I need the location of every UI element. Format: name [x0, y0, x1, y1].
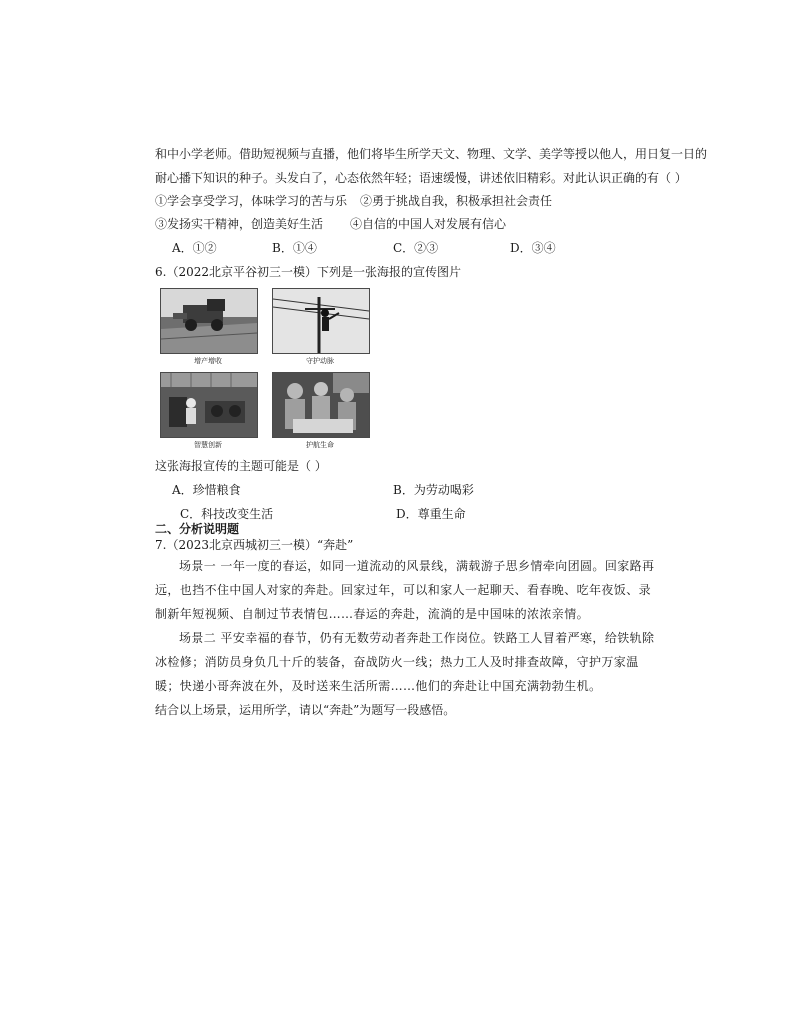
q7-prompt: 结合以上场景，运用所学，请以“奔赴”为题写一段感悟。 — [155, 703, 456, 717]
q5-option-b[interactable]: B．①④ — [272, 241, 317, 255]
q5-statement-4: ④自信的中国人对发展有信心 — [350, 217, 507, 231]
q5-statement-2: ②勇于挑战自我，积极承担社会责任 — [360, 194, 553, 208]
q5-option-d[interactable]: D．③④ — [510, 241, 556, 255]
poster-panel-medical — [272, 372, 370, 438]
q5-statement-3: ③发扬实干精神，创造美好生活 — [155, 217, 324, 231]
powerline-image-icon — [273, 289, 369, 353]
poster-caption-3: 智慧创新 — [194, 441, 222, 449]
q6-stem: 6.（2022北京平谷初三一模）下列是一张海报的宣传图片 — [155, 265, 461, 279]
q5-option-a[interactable]: A．①② — [172, 241, 217, 255]
poster-caption-1: 增产增收 — [194, 357, 222, 365]
q7-stem: 7.（2023北京西城初三一模）“奔赴” — [155, 538, 354, 552]
q7-scene-2-text: 场景二 平安幸福的春节，仍有无数劳动者奔赴工作岗位。铁路工人冒着严寒，给铁轨除冰检修；消防员身负几十斤的装备，奋战防火一线；热力工人及时排查故障，守护万家温暖；快递小哥奔波在外，及时送来生活所需……他们的奔赴让中国充满勃勃生机。 — [155, 631, 655, 693]
q5-option-c[interactable]: C．②③ — [393, 241, 439, 255]
q6-option-a[interactable]: A．珍惜粮食 — [172, 483, 241, 497]
innovation-image-icon — [161, 373, 257, 437]
q7-scene-1 — [155, 554, 655, 626]
harvest-image-icon — [161, 289, 257, 353]
poster-panel-harvest — [160, 288, 258, 354]
q5-statement-1: ①学会享受学习，体味学习的苦与乐 — [155, 194, 348, 208]
q5-text-line-1: 和中小学老师。借助短视频与直播，他们将毕生所学天文、物理、文学、美学等授以他人，用日复一日的 — [155, 147, 708, 161]
medical-image-icon — [273, 373, 369, 437]
poster-caption-2: 守护动脉 — [306, 357, 334, 365]
q6-option-b[interactable]: B．为劳动喝彩 — [393, 483, 474, 497]
q7-scene-2 — [155, 626, 655, 698]
q7-scene-1-text: 场景一 一年一度的春运，如同一道流动的风景线，满载游子思乡情牵向团圆。回家路再远，也挡不住中国人对家的奔赴。回家过年，可以和家人一起聊天、看春晚、吃年夜饭、录制新年短视频、自制过节表情包……春运的奔赴，流淌的是中国味的浓浓亲情。 — [155, 559, 655, 621]
section-title: 二、分析说明题 — [155, 522, 240, 536]
poster-panel-powerline — [272, 288, 370, 354]
q6-option-c[interactable]: C．科技改变生活 — [180, 507, 274, 521]
q5-text-line-2: 耐心播下知识的种子。头发白了，心态依然年轻；语速缓慢，讲述依旧精彩。对此认识正确的有（ ） — [155, 171, 687, 185]
q6-poster — [160, 288, 370, 450]
q6-option-d[interactable]: D．尊重生命 — [396, 507, 466, 521]
q6-question: 这张海报宣传的主题可能是（ ） — [155, 459, 327, 473]
poster-caption-4: 护航生命 — [306, 441, 334, 449]
poster-panel-innovation — [160, 372, 258, 438]
